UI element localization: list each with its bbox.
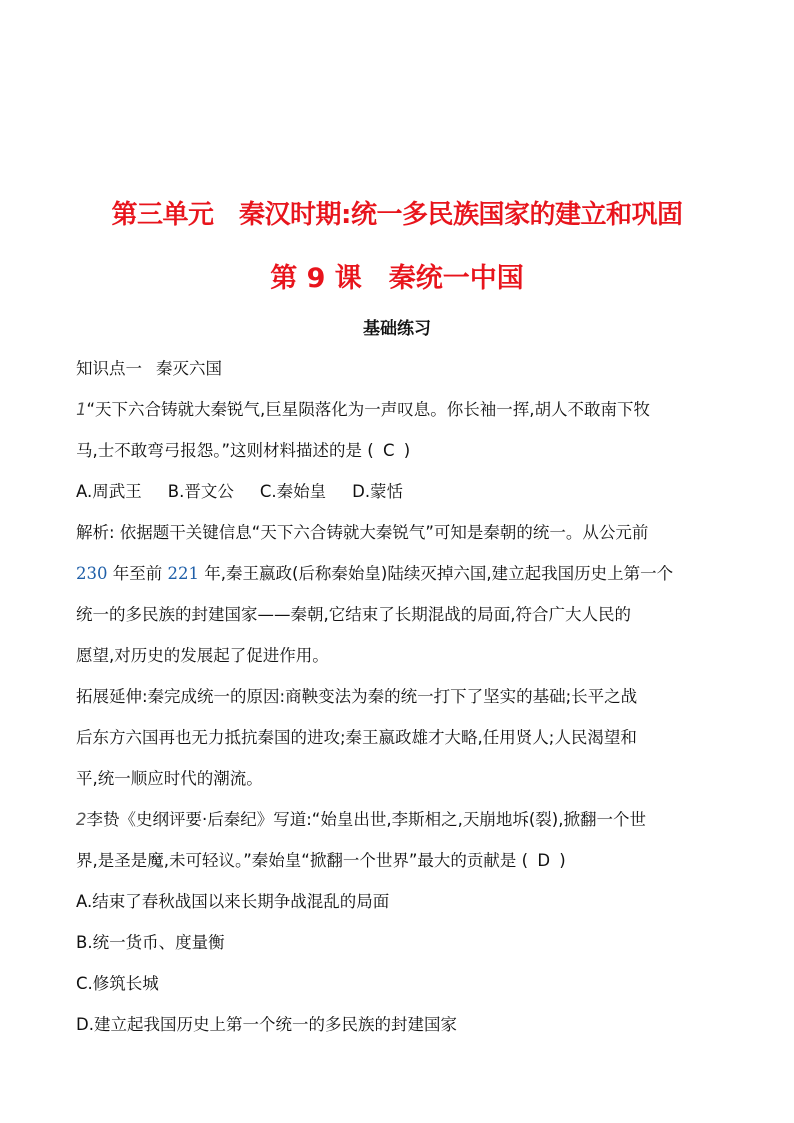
q1-analysis-line2 [76,553,722,594]
q1-stem-line2 [76,430,722,471]
knowledge-point-label: 知识点一 [76,359,142,378]
section-title: 基础练习 [363,319,431,339]
q1-stem-line1 [76,389,722,430]
q1-option-a: A.周武王 [76,482,142,501]
q2-option-b: B.统一货币、度量衡 [76,933,225,952]
q2-stem-text2: 界,是圣是魔,未可轻议。”秦始皇“掀翻一个世界”最大的贡献是 ( [76,851,529,870]
q1-extension-line2: 后东方六国再也无力抵抗秦国的进攻;秦王嬴政雄才大略,任用贤人;人民渴望和 [76,728,637,747]
q1-stem-close: ) [403,441,411,460]
lesson-title: 第 9 课 秦统一中国 [270,263,524,294]
q1-number: 1 [76,400,87,419]
q1-analysis-line1: 解析: 依据题干关键信息“天下六合铸就大秦锐气”可知是秦朝的统一。从公元前 [76,523,649,542]
q1-analysis-year1: 230 [76,564,108,583]
q2-option-a: A.结束了春秋战国以来长期争战混乱的局面 [76,892,390,911]
q2-stem-line1 [76,799,722,840]
q1-analysis-mid: 年至前 [107,564,168,583]
q1-analysis-line3: 统一的多民族的封建国家——秦朝,它结束了长期混战的局面,符合广大人民的 [76,605,631,624]
q2-stem-line2 [76,840,722,881]
content [76,348,722,1045]
q1-stem-text2: 马,士不敢弯弓报怨。”这则材料描述的是 ( [76,441,374,460]
q2-answer: D [537,851,551,870]
q2-stem-text1: 李贽《史纲评要·后秦纪》写道:“始皇出世,李斯相之,天崩地坼(裂),掀翻一个世 [86,810,646,829]
knowledge-point-topic: 秦灭六国 [156,359,222,378]
q1-options [76,471,722,512]
q2-number: 2 [76,810,87,829]
q1-analysis-text2: 年,秦王嬴政(后称秦始皇)陆续灭掉六国,建立起我国历史上第一个 [199,564,674,583]
q1-answer: C [382,441,395,460]
knowledge-point-heading [76,348,722,389]
q1-option-c: C.秦始皇 [259,482,327,501]
q2-option-d: D.建立起我国历史上第一个统一的多民族的封建国家 [76,1015,457,1034]
q1-extension-line1: 拓展延伸:秦完成统一的原因:商鞅变法为秦的统一打下了坚实的基础;长平之战 [76,687,638,706]
q1-option-b: B.晋文公 [167,482,234,501]
unit-title: 第三单元 秦汉时期:统一多民族国家的建立和巩固 [111,200,683,230]
q1-analysis-line4: 愿望,对历史的发展起了促进作用。 [76,646,329,665]
q1-analysis-year2: 221 [167,564,199,583]
q1-option-d: D.蒙恬 [352,482,404,501]
q1-stem-text1: “天下六合铸就大秦锐气,巨星陨落化为一声叹息。你长袖一挥,胡人不敢南下牧 [86,400,651,419]
q2-stem-close: ) [559,851,566,870]
q1-extension-line3: 平,统一顺应时代的潮流。 [76,769,263,788]
q2-option-c: C.修筑长城 [76,974,159,993]
